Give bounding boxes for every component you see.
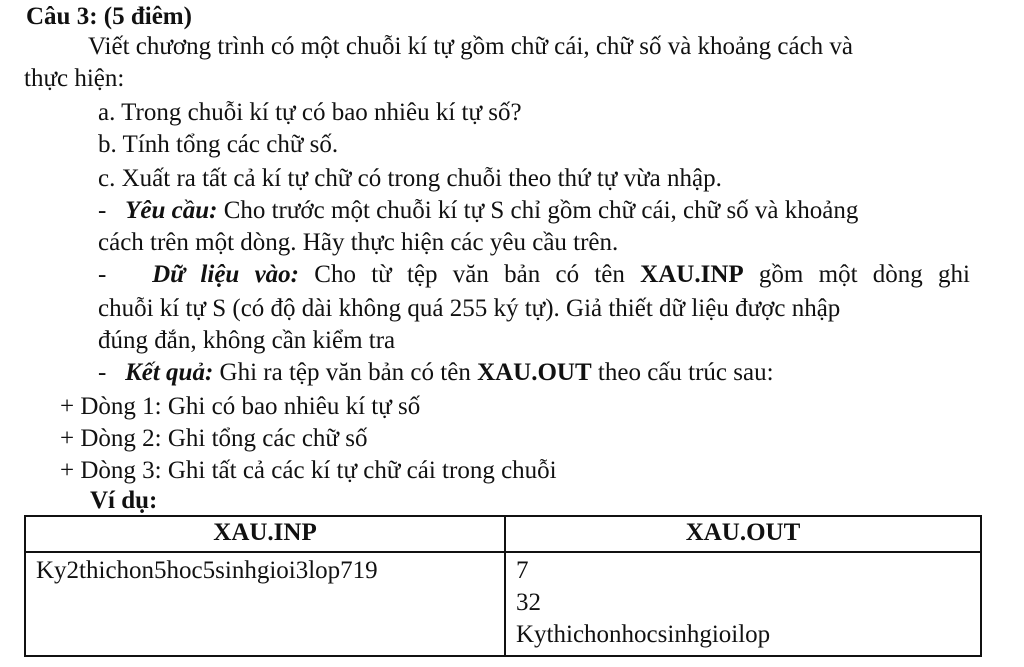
input-label: Dữ liệu vào: (152, 261, 299, 288)
header-input: XAU.INP (25, 516, 505, 552)
requirement-text-1: Cho trước một chuỗi kí tự S chỉ gồm chữ cái, chữ số và khoảng (223, 197, 859, 224)
intro-line-1: Viết chương trình có một chuỗi kí tự gồm chữ cái, chữ số và khoảng cách và (88, 33, 854, 60)
output-label: Kết quả: (125, 359, 214, 386)
input-text-a: Cho từ tệp văn bản có tên (314, 261, 625, 288)
requirement-label: Yêu cầu: (125, 197, 218, 224)
task-c: c. Xuất ra tất cả kí tự chữ có trong chuỗi theo thứ tự vừa nhập. (98, 165, 722, 192)
output-structure-line-2: + Dòng 2: Ghi tổng các chữ số (60, 425, 368, 452)
example-output-cell (505, 552, 981, 656)
example-output-line-3: Kythichonhocsinhgioilop (516, 621, 771, 648)
input-text-b: gồm một dòng ghi (758, 261, 970, 288)
input-bullet: - (98, 261, 107, 288)
input-line-2: chuỗi kí tự S (có độ dài không quá 255 ký tự). Giả thiết dữ liệu được nhập (98, 295, 841, 322)
input-filename: XAU.INP (640, 261, 744, 288)
requirement-bullet: - (98, 197, 107, 224)
intro-line-2: thực hiện: (24, 65, 125, 92)
task-b: b. Tính tổng các chữ số. (98, 131, 339, 158)
requirement-line-1 (98, 194, 858, 227)
output-structure-line-3: + Dòng 3: Ghi tất cả các kí tự chữ cái trong chuỗi (60, 457, 557, 484)
output-line (98, 356, 774, 389)
example-output-line-1: 7 (516, 557, 529, 584)
example-header-row (25, 516, 981, 552)
requirement-line-2: cách trên một dòng. Hãy thực hiện các yêu cầu trên. (98, 229, 619, 256)
example-input-cell: Ky2thichon5hoc5sinhgioi3lop719 (25, 552, 505, 656)
header-output: XAU.OUT (505, 516, 981, 552)
input-line-1 (98, 258, 970, 291)
output-filename: XAU.OUT (477, 359, 592, 386)
input-line-3: đúng đắn, không cần kiểm tra (98, 327, 396, 354)
output-text-b: theo cấu trúc sau: (597, 359, 774, 386)
example-output-line-2: 32 (516, 589, 541, 616)
example-table (24, 515, 982, 657)
example-label: Ví dụ: (90, 487, 158, 514)
question-title: Câu 3: (5 điêm) (26, 3, 192, 30)
output-text-a: Ghi ra tệp văn bản có tên (219, 359, 471, 386)
output-bullet: - (98, 359, 107, 386)
output-structure-line-1: + Dòng 1: Ghi có bao nhiêu kí tự số (60, 393, 421, 420)
task-a: a. Trong chuỗi kí tự có bao nhiêu kí tự số? (98, 99, 522, 126)
example-data-row (25, 552, 981, 656)
